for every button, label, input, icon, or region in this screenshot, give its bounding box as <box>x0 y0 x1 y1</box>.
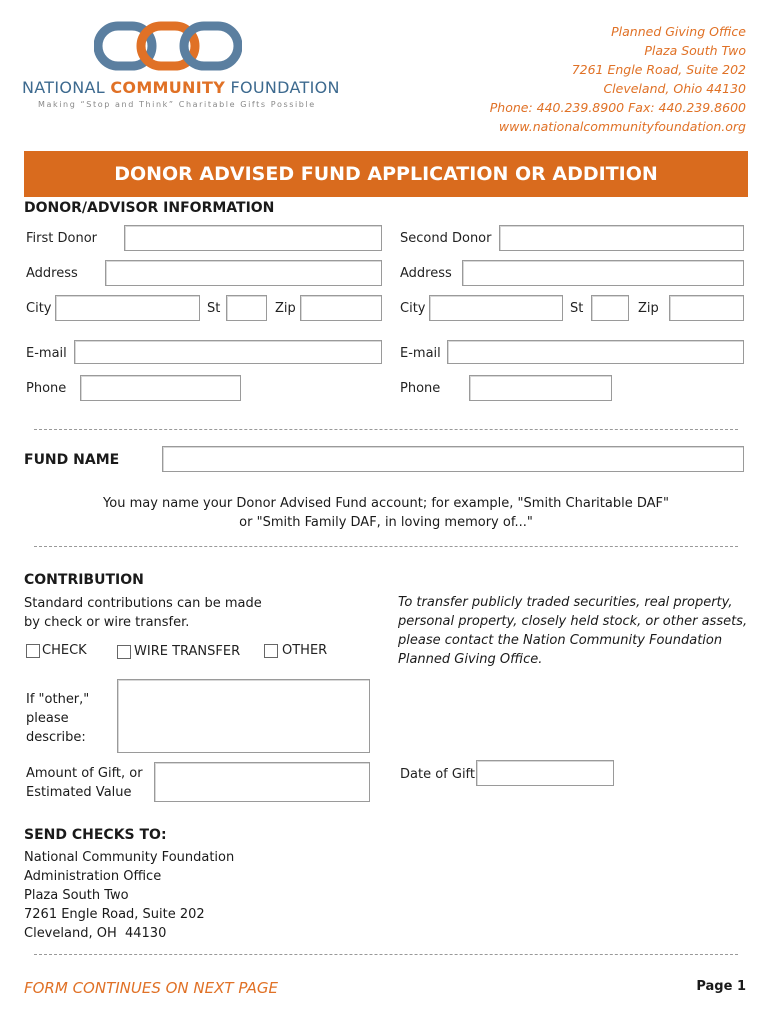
date-of-gift-label: Date of Gift <box>400 767 475 782</box>
phone-label: Phone <box>26 381 67 396</box>
contact-line: Planned Giving Office <box>611 24 746 39</box>
date-of-gift-field[interactable] <box>476 760 614 786</box>
phone-label-2: Phone <box>400 381 441 396</box>
email-label: E-mail <box>26 346 67 361</box>
amount-of-gift-label: Amount of Gift, or Estimated Value <box>26 766 143 800</box>
wire-transfer-checkbox[interactable] <box>117 645 131 659</box>
contact-website: www.nationalcommunityfoundation.org <box>498 119 746 134</box>
logo <box>22 20 340 112</box>
contact-line: Phone: 440.239.8900 Fax: 440.239.8600 <box>489 100 746 115</box>
other-checkbox[interactable] <box>264 644 278 658</box>
page-number: Page 1 <box>696 979 746 994</box>
address-field-2[interactable] <box>462 260 744 286</box>
check-option-label: CHECK <box>42 643 87 658</box>
state-field-2[interactable] <box>591 295 629 321</box>
standard-contribution-text: Standard contributions can be made by check or wire transfer. <box>24 596 262 630</box>
city-field-2[interactable] <box>429 295 563 321</box>
city-label-2: City <box>400 301 426 316</box>
email-field-1[interactable] <box>74 340 382 364</box>
second-donor-label: Second Donor <box>400 231 492 246</box>
zip-field-1[interactable] <box>300 295 382 321</box>
amount-of-gift-field[interactable] <box>154 762 370 802</box>
form-continues-note: FORM CONTINUES ON NEXT PAGE <box>24 979 278 997</box>
wire-transfer-option-label: WIRE TRANSFER <box>134 644 241 659</box>
fund-name-hint-line: You may name your Donor Advised Fund account; for example, "Smith Charitable DAF" <box>103 496 669 511</box>
other-describe-field[interactable] <box>117 679 370 753</box>
other-describe-label: If "other," please describe: <box>26 692 90 745</box>
contact-block <box>490 22 746 136</box>
email-field-2[interactable] <box>447 340 744 364</box>
state-field-1[interactable] <box>226 295 267 321</box>
divider <box>34 954 738 955</box>
phone-field-1[interactable] <box>80 375 241 401</box>
transfer-instructions: To transfer publicly traded securities, real property, personal property, closely held stock, or other assets, please contact the Nation Community Foundation Planned Giving Office. <box>398 595 748 667</box>
st-label: St <box>207 301 221 316</box>
form-title-banner: DONOR ADVISED FUND APPLICATION OR ADDITION <box>24 151 748 197</box>
send-checks-heading: SEND CHECKS TO: <box>24 827 167 843</box>
second-donor-field[interactable] <box>499 225 744 251</box>
logo-name: NATIONAL COMMUNITY FOUNDATION <box>22 78 340 97</box>
fund-name-hint <box>24 494 748 532</box>
city-label: City <box>26 301 52 316</box>
zip-label-2: Zip <box>638 301 659 316</box>
fund-name-heading: FUND NAME <box>24 452 120 468</box>
contact-line: Plaza South Two <box>644 43 746 58</box>
phone-field-2[interactable] <box>469 375 612 401</box>
st-label-2: St <box>570 301 584 316</box>
address-field-1[interactable] <box>105 260 382 286</box>
divider <box>34 546 738 547</box>
logo-tagline: Making “Stop and Think” Charitable Gifts Possible <box>38 100 316 109</box>
chain-links-icon <box>94 20 242 72</box>
zip-field-2[interactable] <box>669 295 744 321</box>
first-donor-label: First Donor <box>26 231 97 246</box>
contact-line: 7261 Engle Road, Suite 202 <box>571 62 746 77</box>
email-label-2: E-mail <box>400 346 441 361</box>
address-label: Address <box>26 266 78 281</box>
fund-name-field[interactable] <box>162 446 744 472</box>
other-option-label: OTHER <box>282 643 328 658</box>
donor-section-heading: DONOR/ADVISOR INFORMATION <box>24 200 275 216</box>
check-checkbox[interactable] <box>26 644 40 658</box>
fund-name-hint-line: or "Smith Family DAF, in loving memory of..." <box>239 515 533 530</box>
zip-label: Zip <box>275 301 296 316</box>
send-checks-address: National Community Foundation Administration Office Plaza South Two 7261 Engle Road, Suite 202 Cleveland, OH 44130 <box>24 850 235 941</box>
divider <box>34 429 738 430</box>
first-donor-field[interactable] <box>124 225 382 251</box>
city-field-1[interactable] <box>55 295 200 321</box>
contribution-heading: CONTRIBUTION <box>24 572 144 588</box>
contact-line: Cleveland, Ohio 44130 <box>603 81 746 96</box>
address-label-2: Address <box>400 266 452 281</box>
